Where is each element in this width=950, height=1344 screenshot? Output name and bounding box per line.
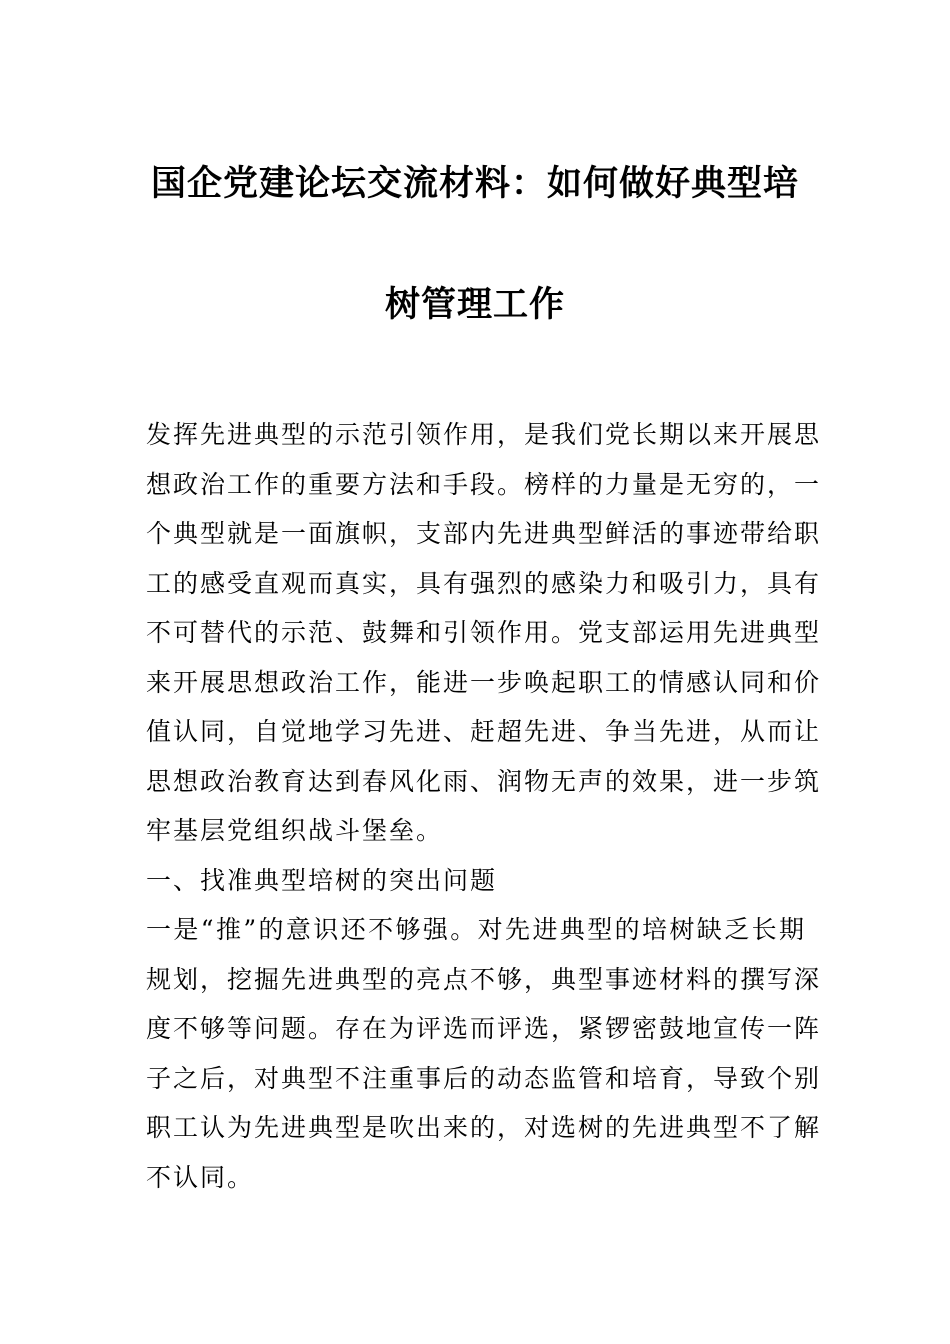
body-line: 想政治工作的重要方法和手段。榜样的力量是无穷的，一: [146, 469, 822, 499]
body-line: 规划，挖掘先进典型的亮点不够，典型事迹材料的撰写深: [146, 964, 822, 994]
document-title-line-1: 国企党建论坛交流材料：如何做好典型培: [150, 163, 799, 204]
body-line: 值认同，自觉地学习先进、赶超先进、争当先进，从而让: [146, 717, 822, 746]
body-line: 来开展思想政治工作，能进一步唤起职工的情感认同和价: [146, 667, 822, 697]
body-line: 发挥先进典型的示范引领作用，是我们党长期以来开展思: [146, 420, 822, 449]
body-line: 思想政治教育达到春风化雨、润物无声的效果，进一步筑: [146, 766, 822, 796]
body-line: 职工认为先进典型是吹出来的，对选树的先进典型不了解: [146, 1113, 822, 1142]
body-line: 工的感受直观而真实，具有强烈的感染力和吸引力，具有: [146, 568, 822, 598]
body-line: 个典型就是一面旗帜，支部内先进典型鲜活的事迹带给职: [146, 519, 822, 548]
body-line: 不可替代的示范、鼓舞和引领作用。党支部运用先进典型: [146, 618, 822, 647]
body-line: 子之后，对典型不注重事后的动态监管和培育，导致个别: [146, 1063, 822, 1093]
body-line: 度不够等问题。存在为评选而评选，紧锣密鼓地宣传一阵: [146, 1014, 822, 1043]
body-line-paragraph-end: 不认同。: [146, 1162, 255, 1192]
document-title-line-2: 树管理工作: [384, 284, 565, 325]
section-heading: 一、找准典型培树的突出问题: [146, 865, 498, 895]
body-line: 一是“推”的意识还不够强。对先进典型的培树缺乏长期: [146, 915, 806, 944]
document-body: [146, 410, 822, 1202]
body-line-paragraph-end: 牢基层党组织战斗堡垒。: [146, 816, 444, 845]
